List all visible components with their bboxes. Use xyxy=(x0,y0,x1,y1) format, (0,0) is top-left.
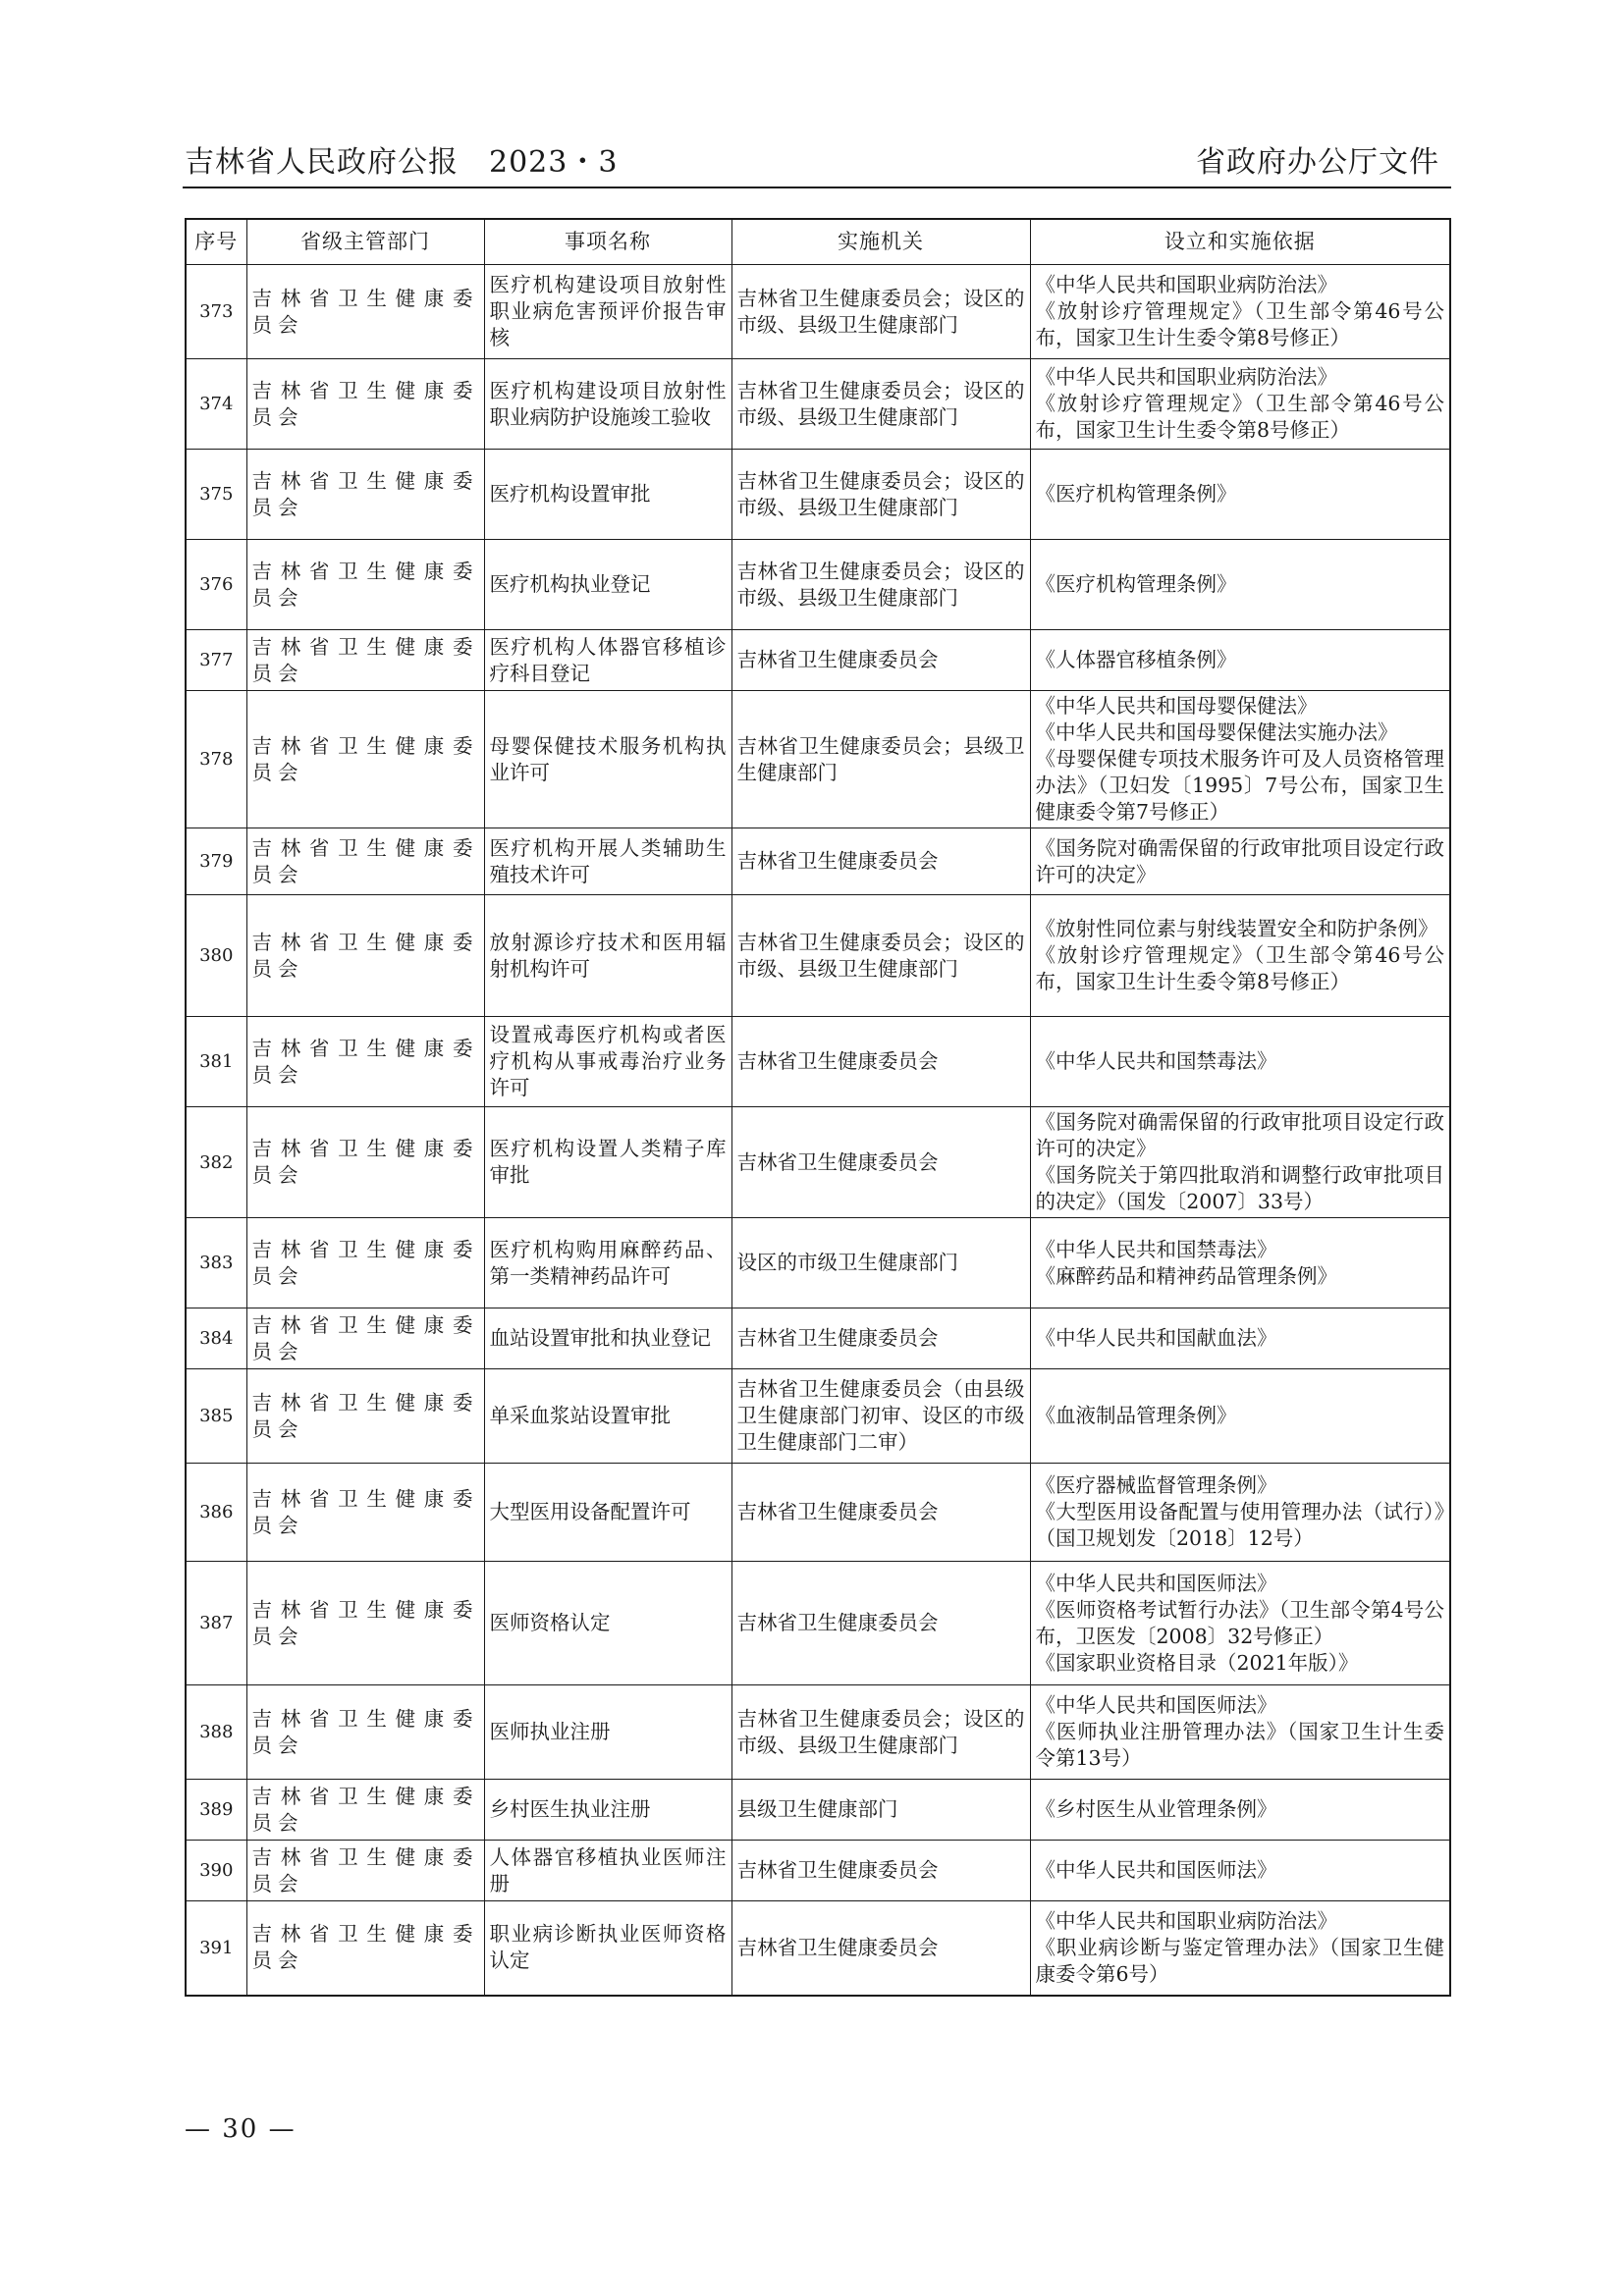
basis-cell: 《医疗器械监督管理条例》 《大型医用设备配置与使用管理办法（试行）》（国卫规划发〔2018〕12号） xyxy=(1030,1464,1450,1562)
department-cell: 吉林省卫生健康委员会 xyxy=(246,1369,484,1464)
agency-cell: 吉林省卫生健康委员会 xyxy=(731,1464,1030,1562)
department-cell: 吉林省卫生健康委员会 xyxy=(246,1780,484,1841)
table-row xyxy=(186,1308,1450,1369)
agency-cell: 吉林省卫生健康委员会 xyxy=(731,1308,1030,1369)
row-number: 389 xyxy=(186,1780,246,1841)
row-number: 384 xyxy=(186,1308,246,1369)
department-cell: 吉林省卫生健康委员会 xyxy=(246,1308,484,1369)
agency-cell: 吉林省卫生健康委员会 xyxy=(731,828,1030,895)
row-number: 385 xyxy=(186,1369,246,1464)
item-name-cell: 医疗机构购用麻醉药品、第一类精神药品许可 xyxy=(484,1218,731,1308)
item-name-cell: 医师执业注册 xyxy=(484,1685,731,1780)
table-row xyxy=(186,1685,1450,1780)
section-title: 省政府办公厅文件 xyxy=(1196,145,1439,180)
department-cell: 吉林省卫生健康委员会 xyxy=(246,1107,484,1218)
basis-cell: 《中华人民共和国职业病防治法》 《职业病诊断与鉴定管理办法》（国家卫生健康委令第6号） xyxy=(1030,1901,1450,1996)
department-cell: 吉林省卫生健康委员会 xyxy=(246,1562,484,1685)
table-row xyxy=(186,450,1450,540)
table-row xyxy=(186,540,1450,630)
agency-cell: 县级卫生健康部门 xyxy=(731,1780,1030,1841)
item-name-cell: 医疗机构开展人类辅助生殖技术许可 xyxy=(484,828,731,895)
basis-cell: 《中华人民共和国职业病防治法》 《放射诊疗管理规定》（卫生部令第46号公布，国家卫生计生委令第8号修正） xyxy=(1030,265,1450,359)
item-name-cell: 职业病诊断执业医师资格认定 xyxy=(484,1901,731,1996)
department-cell: 吉林省卫生健康委员会 xyxy=(246,1464,484,1562)
row-number: 383 xyxy=(186,1218,246,1308)
row-number: 374 xyxy=(186,359,246,450)
table-row xyxy=(186,1841,1450,1901)
item-name-cell: 设置戒毒医疗机构或者医疗机构从事戒毒治疗业务许可 xyxy=(484,1017,731,1107)
column-header-agency: 实施机关 xyxy=(731,219,1030,265)
approval-items-table xyxy=(185,218,1451,1997)
agency-cell: 吉林省卫生健康委员会；设区的市级、县级卫生健康部门 xyxy=(731,895,1030,1017)
table-row xyxy=(186,1780,1450,1841)
row-number: 388 xyxy=(186,1685,246,1780)
basis-cell: 《中华人民共和国母婴保健法》 《中华人民共和国母婴保健法实施办法》 《母婴保健专项技术服务许可及人员资格管理办法》（卫妇发〔1995〕7号公布，国家卫生健康委令第7号修正） xyxy=(1030,691,1450,828)
agency-cell: 吉林省卫生健康委员会 xyxy=(731,630,1030,691)
item-name-cell: 母婴保健技术服务机构执业许可 xyxy=(484,691,731,828)
column-header-number: 序号 xyxy=(186,219,246,265)
agency-cell: 吉林省卫生健康委员会 xyxy=(731,1901,1030,1996)
agency-cell: 吉林省卫生健康委员会 xyxy=(731,1562,1030,1685)
item-name-cell: 放射源诊疗技术和医用辐射机构许可 xyxy=(484,895,731,1017)
row-number: 373 xyxy=(186,265,246,359)
basis-cell: 《中华人民共和国医师法》 《医师资格考试暂行办法》（卫生部令第4号公布，卫医发〔2008〕32号修正） 《国家职业资格目录（2021年版）》 xyxy=(1030,1562,1450,1685)
basis-cell: 《国务院对确需保留的行政审批项目设定行政许可的决定》 《国务院关于第四批取消和调整行政审批项目的决定》（国发〔2007〕33号） xyxy=(1030,1107,1450,1218)
basis-cell: 《医疗机构管理条例》 xyxy=(1030,540,1450,630)
department-cell: 吉林省卫生健康委员会 xyxy=(246,540,484,630)
row-number: 391 xyxy=(186,1901,246,1996)
table-row xyxy=(186,1901,1450,1996)
row-number: 382 xyxy=(186,1107,246,1218)
table-row xyxy=(186,1562,1450,1685)
basis-cell: 《国务院对确需保留的行政审批项目设定行政许可的决定》 xyxy=(1030,828,1450,895)
agency-cell: 吉林省卫生健康委员会；设区的市级、县级卫生健康部门 xyxy=(731,359,1030,450)
item-name-cell: 单采血浆站设置审批 xyxy=(484,1369,731,1464)
item-name-cell: 医疗机构设置人类精子库审批 xyxy=(484,1107,731,1218)
table-row xyxy=(186,1017,1450,1107)
row-number: 376 xyxy=(186,540,246,630)
row-number: 381 xyxy=(186,1017,246,1107)
table-row xyxy=(186,1464,1450,1562)
agency-cell: 吉林省卫生健康委员会 xyxy=(731,1107,1030,1218)
agency-cell: 吉林省卫生健康委员会；设区的市级、县级卫生健康部门 xyxy=(731,1685,1030,1780)
item-name-cell: 医疗机构人体器官移植诊疗科目登记 xyxy=(484,630,731,691)
department-cell: 吉林省卫生健康委员会 xyxy=(246,691,484,828)
column-header-item-name: 事项名称 xyxy=(484,219,731,265)
item-name-cell: 医师资格认定 xyxy=(484,1562,731,1685)
department-cell: 吉林省卫生健康委员会 xyxy=(246,1901,484,1996)
row-number: 375 xyxy=(186,450,246,540)
department-cell: 吉林省卫生健康委员会 xyxy=(246,630,484,691)
basis-cell: 《中华人民共和国职业病防治法》 《放射诊疗管理规定》（卫生部令第46号公布，国家卫生计生委令第8号修正） xyxy=(1030,359,1450,450)
item-name-cell: 大型医用设备配置许可 xyxy=(484,1464,731,1562)
department-cell: 吉林省卫生健康委员会 xyxy=(246,450,484,540)
basis-cell: 《中华人民共和国禁毒法》 xyxy=(1030,1017,1450,1107)
item-name-cell: 医疗机构建设项目放射性职业病防护设施竣工验收 xyxy=(484,359,731,450)
row-number: 380 xyxy=(186,895,246,1017)
basis-cell: 《放射性同位素与射线装置安全和防护条例》 《放射诊疗管理规定》（卫生部令第46号公布，国家卫生计生委令第8号修正） xyxy=(1030,895,1450,1017)
table-row xyxy=(186,1369,1450,1464)
table-row xyxy=(186,630,1450,691)
agency-cell: 吉林省卫生健康委员会 xyxy=(731,1017,1030,1107)
table-row xyxy=(186,828,1450,895)
department-cell: 吉林省卫生健康委员会 xyxy=(246,828,484,895)
department-cell: 吉林省卫生健康委员会 xyxy=(246,1685,484,1780)
basis-cell: 《人体器官移植条例》 xyxy=(1030,630,1450,691)
table-header-row xyxy=(186,219,1450,265)
basis-cell: 《乡村医生从业管理条例》 xyxy=(1030,1780,1450,1841)
basis-cell: 《中华人民共和国医师法》 《医师执业注册管理办法》（国家卫生计生委令第13号） xyxy=(1030,1685,1450,1780)
department-cell: 吉林省卫生健康委员会 xyxy=(246,1017,484,1107)
table-row xyxy=(186,1107,1450,1218)
department-cell: 吉林省卫生健康委员会 xyxy=(246,1218,484,1308)
item-name-cell: 医疗机构建设项目放射性职业病危害预评价报告审核 xyxy=(484,265,731,359)
header-divider xyxy=(183,187,1451,188)
item-name-cell: 医疗机构设置审批 xyxy=(484,450,731,540)
row-number: 377 xyxy=(186,630,246,691)
basis-cell: 《血液制品管理条例》 xyxy=(1030,1369,1450,1464)
agency-cell: 吉林省卫生健康委员会；设区的市级、县级卫生健康部门 xyxy=(731,450,1030,540)
basis-cell: 《医疗机构管理条例》 xyxy=(1030,450,1450,540)
bulletin-title: 吉林省人民政府公报 2023・3 xyxy=(185,145,619,180)
row-number: 390 xyxy=(186,1841,246,1901)
basis-cell: 《中华人民共和国医师法》 xyxy=(1030,1841,1450,1901)
table-row xyxy=(186,691,1450,828)
agency-cell: 吉林省卫生健康委员会；设区的市级、县级卫生健康部门 xyxy=(731,265,1030,359)
row-number: 378 xyxy=(186,691,246,828)
basis-cell: 《中华人民共和国献血法》 xyxy=(1030,1308,1450,1369)
approval-items-table-container xyxy=(185,218,1449,1997)
table-row xyxy=(186,359,1450,450)
item-name-cell: 乡村医生执业注册 xyxy=(484,1780,731,1841)
agency-cell: 设区的市级卫生健康部门 xyxy=(731,1218,1030,1308)
page-number: — 30 — xyxy=(185,2114,297,2144)
row-number: 379 xyxy=(186,828,246,895)
table-row xyxy=(186,1218,1450,1308)
agency-cell: 吉林省卫生健康委员会；县级卫生健康部门 xyxy=(731,691,1030,828)
agency-cell: 吉林省卫生健康委员会（由县级卫生健康部门初审、设区的市级卫生健康部门二审） xyxy=(731,1369,1030,1464)
column-header-basis: 设立和实施依据 xyxy=(1030,219,1450,265)
column-header-department: 省级主管部门 xyxy=(246,219,484,265)
item-name-cell: 医疗机构执业登记 xyxy=(484,540,731,630)
row-number: 387 xyxy=(186,1562,246,1685)
table-body xyxy=(186,265,1450,1996)
department-cell: 吉林省卫生健康委员会 xyxy=(246,1841,484,1901)
table-row xyxy=(186,265,1450,359)
agency-cell: 吉林省卫生健康委员会；设区的市级、县级卫生健康部门 xyxy=(731,540,1030,630)
department-cell: 吉林省卫生健康委员会 xyxy=(246,359,484,450)
agency-cell: 吉林省卫生健康委员会 xyxy=(731,1841,1030,1901)
row-number: 386 xyxy=(186,1464,246,1562)
department-cell: 吉林省卫生健康委员会 xyxy=(246,265,484,359)
basis-cell: 《中华人民共和国禁毒法》 《麻醉药品和精神药品管理条例》 xyxy=(1030,1218,1450,1308)
department-cell: 吉林省卫生健康委员会 xyxy=(246,895,484,1017)
item-name-cell: 血站设置审批和执业登记 xyxy=(484,1308,731,1369)
table-row xyxy=(186,895,1450,1017)
item-name-cell: 人体器官移植执业医师注册 xyxy=(484,1841,731,1901)
